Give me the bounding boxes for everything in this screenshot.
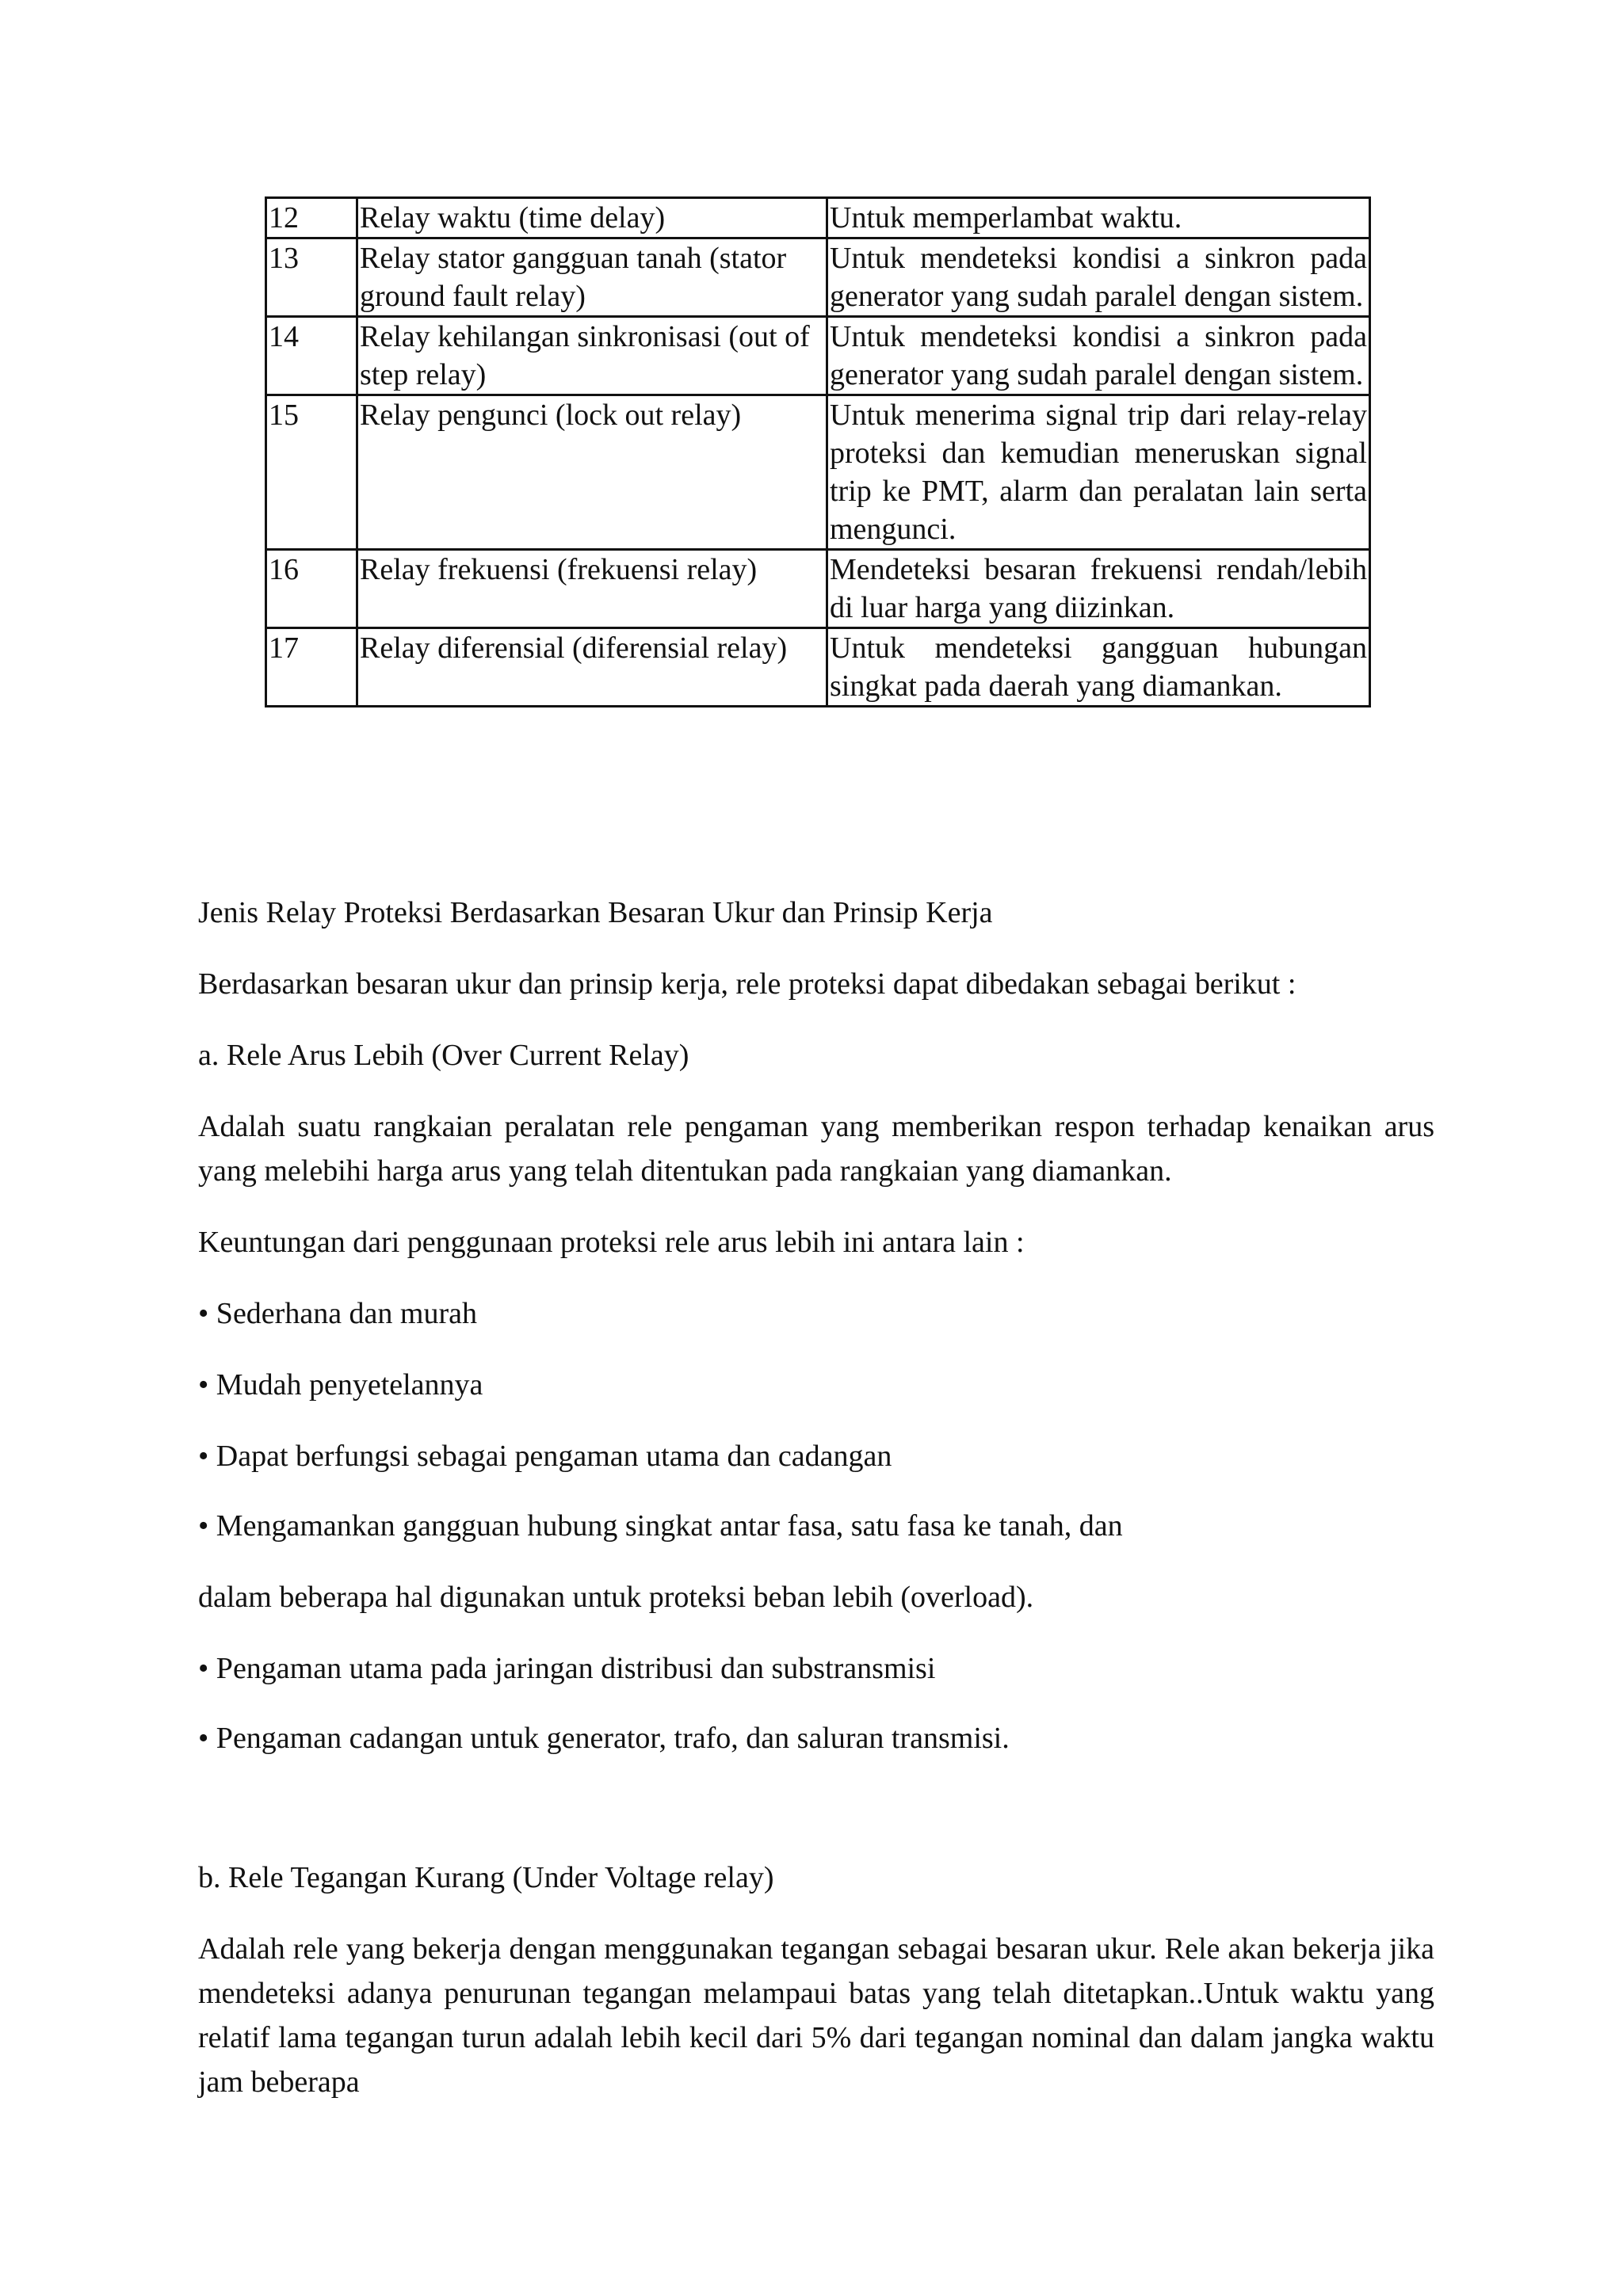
intro-text: Berdasarkan besaran ukur dan prinsip kerja, rele proteksi dapat dibedakan sebagai berikut : <box>198 967 1296 1001</box>
row-number: 17 <box>266 628 357 707</box>
relay-name: Relay pengunci (lock out relay) <box>357 395 827 550</box>
table-row <box>266 317 1370 395</box>
relay-description: Mendeteksi besaran frekuensi rendah/lebih di luar harga yang diizinkan. <box>827 550 1370 628</box>
bullet-text: • Dapat berfungsi sebagai pengaman utama dan cadangan <box>198 1440 892 1473</box>
row-number: 16 <box>266 550 357 628</box>
relay-description: Untuk mendeteksi gangguan hubungan singkat pada daerah yang diamankan. <box>827 628 1370 707</box>
bullet-text: • Mengamankan gangguan hubung singkat antar fasa, satu fasa ke tanah, dan <box>198 1509 1123 1543</box>
bullet-item <box>198 1363 1434 1407</box>
definition-over-current <box>198 1104 1434 1193</box>
definition-under-voltage <box>198 1927 1434 2104</box>
bullet-continuation <box>198 1575 1434 1619</box>
benefits-intro-text: Keuntungan dari penggunaan proteksi rele arus lebih ini antara lain : <box>198 1226 1025 1259</box>
relay-name: Relay kehilangan sinkronisasi (out of step relay) <box>357 317 827 395</box>
heading-over-current <box>198 1033 1434 1077</box>
bullet-text: • Pengaman utama pada jaringan distribusi dan substransmisi <box>198 1652 936 1685</box>
bullet-item <box>198 1646 1434 1691</box>
relay-name: Relay diferensial (diferensial relay) <box>357 628 827 707</box>
relay-name: Relay frekuensi (frekuensi relay) <box>357 550 827 628</box>
row-number: 13 <box>266 238 357 317</box>
section-title <box>198 891 1434 935</box>
intro-paragraph <box>198 962 1434 1006</box>
table-row <box>266 550 1370 628</box>
bullet-text: • Pengaman cadangan untuk generator, trafo, dan saluran transmisi. <box>198 1722 1010 1755</box>
section-title-text: Jenis Relay Proteksi Berdasarkan Besaran Ukur dan Prinsip Kerja <box>198 896 993 929</box>
relay-name: Relay stator gangguan tanah (stator ground fault relay) <box>357 238 827 317</box>
relay-name: Relay waktu (time delay) <box>357 198 827 238</box>
row-number: 12 <box>266 198 357 238</box>
relay-description: Untuk mendeteksi kondisi a sinkron pada generator yang sudah paralel dengan sistem. <box>827 317 1370 395</box>
heading-under-voltage <box>198 1855 1434 1900</box>
bullet-item <box>198 1434 1434 1478</box>
bullet-text: • Mudah penyetelannya <box>198 1368 483 1402</box>
relay-description: Untuk menerima signal trip dari relay-relay proteksi dan kemudian meneruskan signal trip ke PMT, alarm dan peralatan lain serta mengunci. <box>827 395 1370 550</box>
row-number: 15 <box>266 395 357 550</box>
table-row <box>266 238 1370 317</box>
benefits-intro <box>198 1220 1434 1264</box>
bullet-item <box>198 1716 1434 1760</box>
relay-description: Untuk memperlambat waktu. <box>827 198 1370 238</box>
relay-table <box>265 196 1371 707</box>
bullet-continuation-text: dalam beberapa hal digunakan untuk proteksi beban lebih (overload). <box>198 1581 1034 1614</box>
definition-a-text: Adalah suatu rangkaian peralatan rele pengaman yang memberikan respon terhadap kenaikan arus yang melebihi harga arus yang telah ditentukan pada rangkaian yang diamankan. <box>198 1110 1434 1188</box>
bullet-item <box>198 1291 1434 1336</box>
definition-b-text: Adalah rele yang bekerja dengan menggunakan tegangan sebagai besaran ukur. Rele akan bekerja jika mendeteksi adanya penurunan tegangan melampaui batas yang telah ditetapkan..Untuk waktu yang relatif lama tegangan turun adalah lebih kecil dari 5% dari tegangan nominal dan dalam jangka waktu jam beberapa <box>198 1932 1434 2099</box>
bullet-text: • Sederhana dan murah <box>198 1297 478 1330</box>
table-row <box>266 395 1370 550</box>
bullet-item <box>198 1504 1434 1548</box>
table-row <box>266 628 1370 707</box>
relay-description: Untuk mendeteksi kondisi a sinkron pada generator yang sudah paralel dengan sistem. <box>827 238 1370 317</box>
row-number: 14 <box>266 317 357 395</box>
heading-a-text: a. Rele Arus Lebih (Over Current Relay) <box>198 1039 689 1072</box>
heading-b-text: b. Rele Tegangan Kurang (Under Voltage relay) <box>198 1861 774 1894</box>
table-row <box>266 198 1370 238</box>
